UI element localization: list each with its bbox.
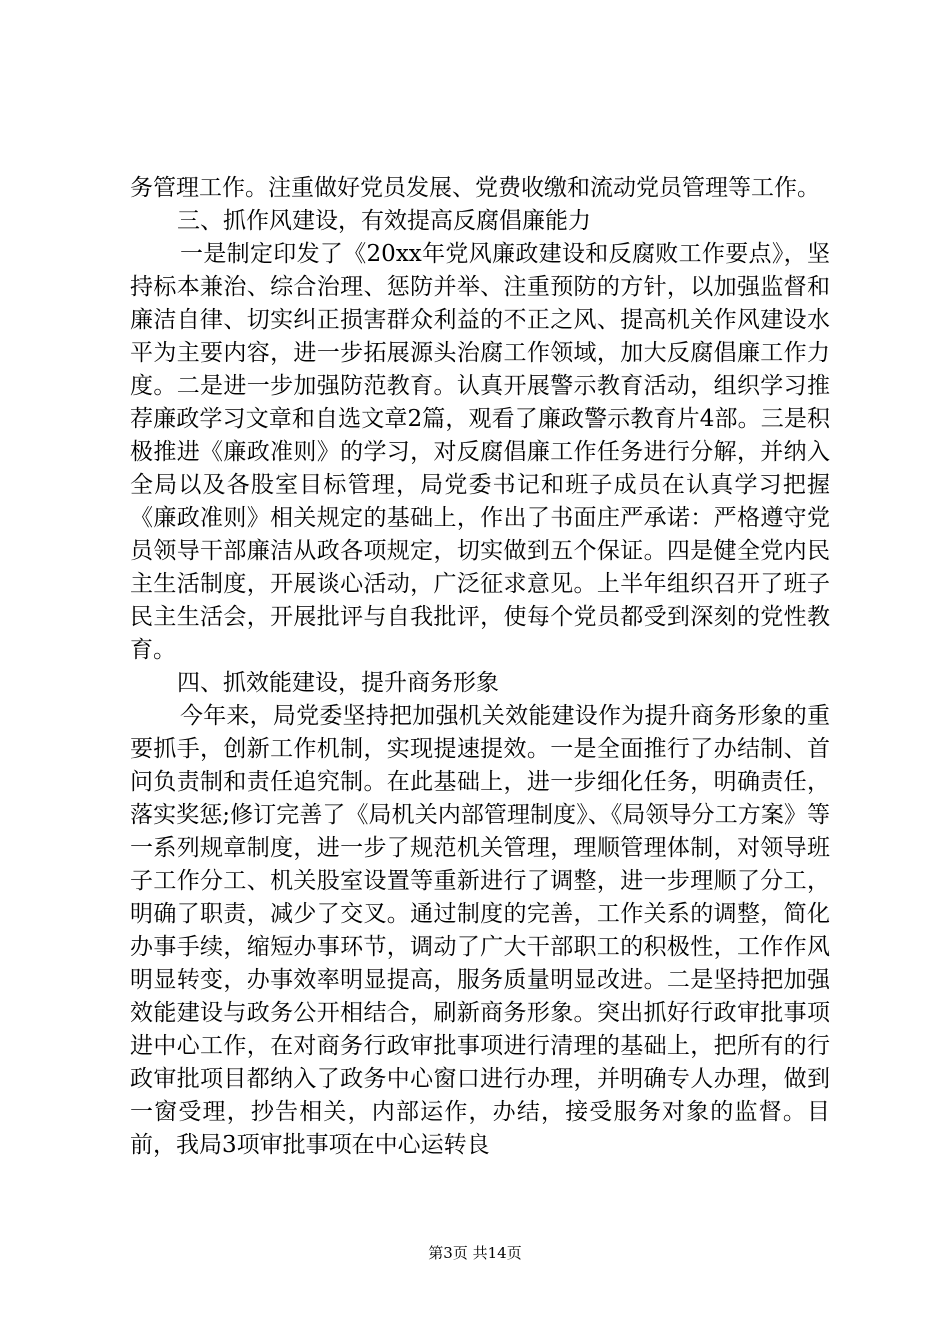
section-heading-3: 三、抓作风建设，有效提高反腐倡廉能力 (177, 208, 591, 234)
document-body (130, 172, 830, 1162)
paragraph-continued: 务管理工作。注重做好党员发展、党费收缴和流动党员管理等工作。 (130, 175, 820, 201)
paragraph-anticorruption: 一是制定印发了《20xx年党风廉政建设和反腐败工作要点》，坚持标本兼治、综合治理、惩防并举、注重预防的方针，以加强监督和廉洁自律、切实纠正损害群众利益的不正之风、提高机关作风建设水平为主要内容，进一步拓展源头治腐工作领域，加大反腐倡廉工作力度。二是进一步加强防范教育。认真开展警示教育活动，组织学习推荐廉政学习文章和自选文章2篇，观看了廉政警示教育片4部。三是积极推进《廉政准则》的学习，对反腐倡廉工作任务进行分解，并纳入全局以及各股室目标管理，局党委书记和班子成员在认真学习把握《廉政准则》相关规定的基础上，作出了书面庄严承诺：严格遵守党员领导干部廉洁从政各项规定，切实做到五个保证。四是健全党内民主生活制度，开展谈心活动，广泛征求意见。上半年组织召开了班子民主生活会，开展批评与自我批评，使每个党员都受到深刻的党性教育。 (130, 241, 830, 663)
paragraph-efficiency: 今年来，局党委坚持把加强机关效能建设作为提升商务形象的重要抓手，创新工作机制，实现提速提效。一是全面推行了办结制、首问负责制和责任追究制。在此基础上，进一步细化任务，明确责任，落实奖惩;修订完善了《局机关内部管理制度》、《局领导分工方案》等一系列规章制度，进一步了规范机关管理，理顺管理体制，对领导班子工作分工、机关股室设置等重新进行了调整，进一步理顺了分工，明确了职责，减少了交叉。通过制度的完善，工作关系的调整，简化办事手续，缩短办事环节，调动了广大干部职工的积极性，工作作风明显转变，办事效率明显提高，服务质量明显改进。二是坚持把加强效能建设与政务公开相结合，刷新商务形象。突出抓好行政审批事项进中心工作，在对商务行政审批事项进行清理的基础上，把所有的行政审批项目都纳入了政务中心窗口进行办理，并明确专人办理，做到一窗受理，抄告相关，内部运作，办结，接受服务对象的监督。目前，我局3项审批事项在中心运转良 (130, 703, 830, 1158)
page-footer: 第3页 共14页 (428, 1244, 522, 1262)
section-heading-4: 四、抓效能建设，提升商务形象 (177, 670, 499, 696)
